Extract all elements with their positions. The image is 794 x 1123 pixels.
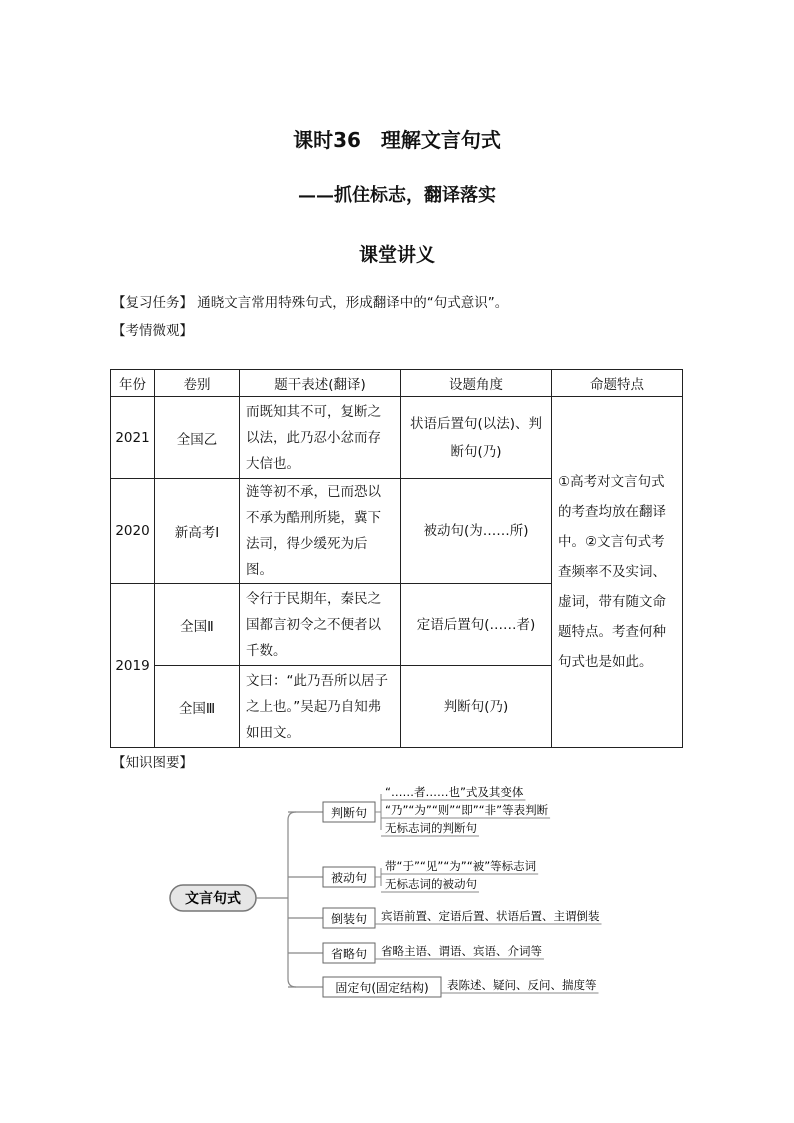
exam-overview-table: [110, 369, 683, 748]
branch-item: 宾语前置、定语后置、状语后置、主谓倒装: [381, 909, 600, 923]
header-angle: 设题角度: [401, 370, 552, 397]
review-text: 通晓文言常用特殊句式，形成翻译中的“句式意识”。: [197, 295, 509, 311]
header-sentence: 题干表述(翻译): [240, 370, 401, 397]
angle-cell: 被动句(为……所): [401, 479, 552, 584]
year-cell: 2019: [111, 584, 155, 748]
sentence-cell: 文曰：“此乃吾所以居子之上也。”吴起乃自知弗如田文。: [240, 666, 401, 748]
trunk-line: [288, 812, 296, 987]
review-task: [112, 291, 508, 311]
section-heading: 课堂讲义: [358, 244, 435, 266]
branch-item: 省略主语、谓语、宾语、介词等: [381, 944, 542, 958]
table-row: [111, 397, 683, 479]
paper-cell: 新高考Ⅰ: [155, 479, 240, 584]
paper-cell: 全国乙: [155, 397, 240, 479]
branch-item: “……者……也”式及其变体: [385, 785, 524, 799]
branch-label: 被动句: [330, 871, 368, 885]
header-paper: 卷别: [155, 370, 240, 397]
branch-item: 带“于”“见”“为”“被”等标志词: [385, 859, 537, 873]
lesson-title: 课时36 理解文言句式: [293, 128, 501, 152]
sentence-cell: 而既知其不可，复断之以法，此乃忍小忿而存大信也。: [240, 397, 401, 479]
branch-item: 无标志词的判断句: [385, 821, 477, 835]
angle-cell: 定语后置句(……者): [401, 584, 552, 666]
knowledge-map-tag: 【知识图要】: [112, 755, 193, 771]
year-cell: 2021: [111, 397, 155, 479]
sentence-cell: 令行于民期年，秦民之国都言初令之不便者以千数。: [240, 584, 401, 666]
sentence-cell: 涟等初不承，已而恐以不承为酷刑所毙，冀下法司，得少缓死为后图。: [240, 479, 401, 584]
branch-item: 表陈述、疑问、反问、揣度等: [447, 978, 597, 992]
year-cell: 2020: [111, 479, 155, 584]
feature-cell: ①高考对文言句式的考查均放在翻译中。②文言句式考查频率不及实词、虚词，带有随文命题特点。考查何种句式也是如此。: [552, 397, 683, 748]
paper-cell: 全国Ⅱ: [155, 584, 240, 666]
angle-cell: 判断句(乃): [401, 666, 552, 748]
root-label: 文言句式: [185, 891, 241, 907]
knowledge-mindmap: [160, 775, 640, 1005]
branch-item: “乃”“为”“则”“即”“非”等表判断: [385, 803, 549, 817]
branch-label: 固定句(固定结构): [335, 981, 429, 995]
header-year: 年份: [111, 370, 155, 397]
branch-label: 倒装句: [330, 912, 368, 926]
table-header-row: [111, 370, 683, 397]
exam-overview-tag: 【考情微观】: [112, 323, 193, 339]
paper-cell: 全国Ⅲ: [155, 666, 240, 748]
lesson-subtitle: ——抓住标志，翻译落实: [298, 185, 496, 206]
review-tag: 【复习任务】: [112, 295, 193, 311]
branch-item: 无标志词的被动句: [385, 877, 477, 891]
branch-label: 省略句: [330, 947, 368, 961]
header-feature: 命题特点: [552, 370, 683, 397]
branch-label: 判断句: [330, 806, 368, 820]
angle-cell: 状语后置句(以法)、判断句(乃): [401, 397, 552, 479]
